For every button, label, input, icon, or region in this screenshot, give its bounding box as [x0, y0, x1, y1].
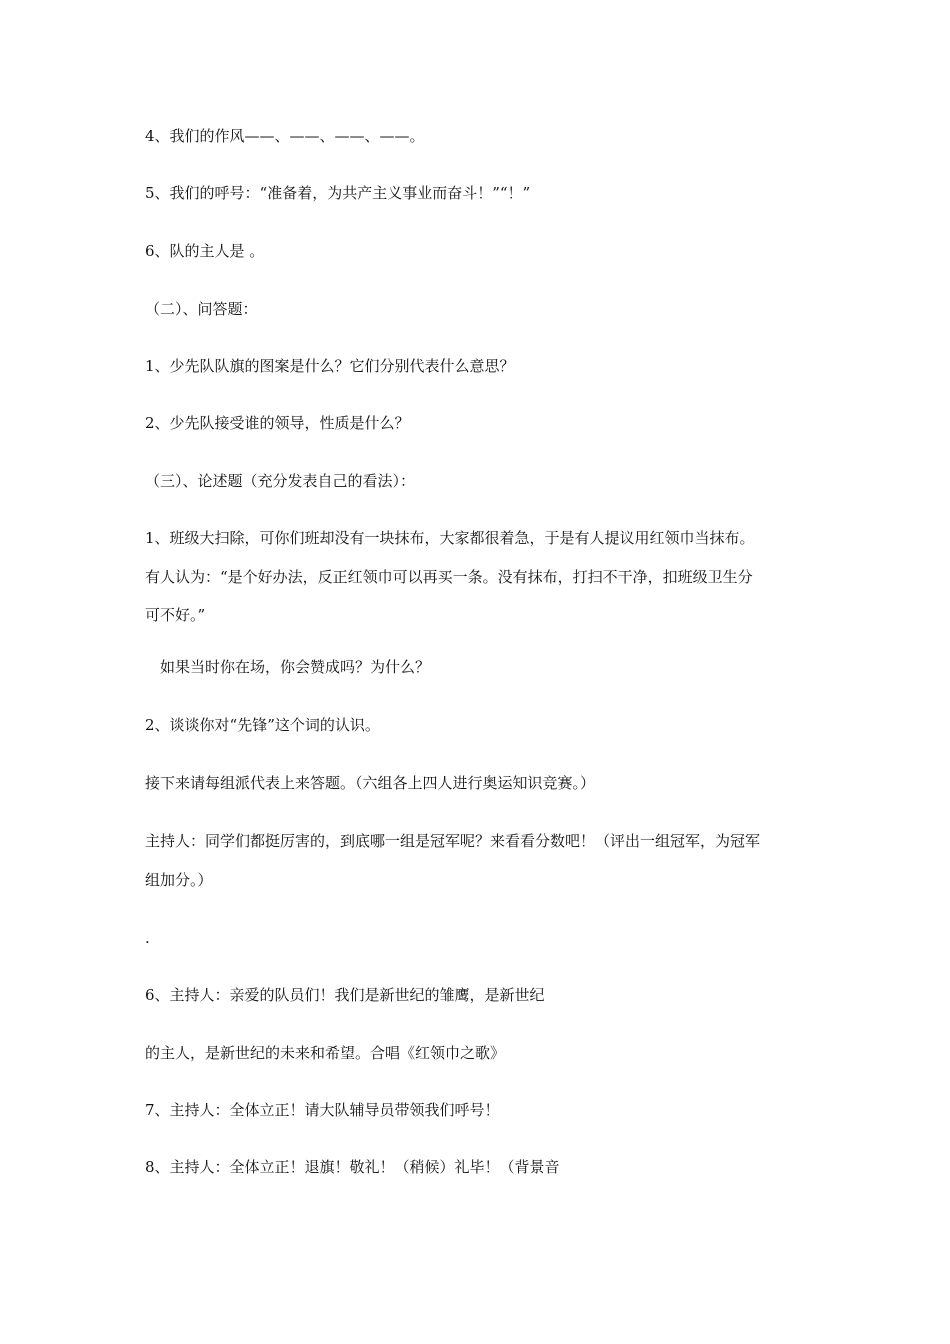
- text-line-question-2: 2、少先队接受谁的领导，性质是什么？: [145, 414, 410, 432]
- text-line-step-6a: 6、主持人：亲爱的队员们！我们是新世纪的雏鹰，是新世纪: [145, 986, 545, 1004]
- text-line-essay-1c: 可不好。”: [145, 606, 206, 624]
- text-line-host-a: 主持人：同学们都挺厉害的，到底哪一组是冠军呢？来看看分数吧！（评出一组冠军，为冠军: [145, 832, 761, 850]
- text-line-dot: .: [145, 929, 150, 947]
- text-line-slogan-item: 5、我们的呼号：“准备着，为共产主义事业而奋斗！”“！”: [145, 184, 531, 202]
- text-line-master-item: 6、队的主人是 。: [145, 242, 265, 260]
- section-heading-essay: （三）、论述题（充分发表自己的看法）：: [145, 472, 416, 490]
- text-line-step-7: 7、主持人：全体立正！请大队辅导员带领我们呼号！: [145, 1101, 500, 1119]
- text-line-essay-2: 2、谈谈你对“先锋”这个词的认识。: [145, 716, 380, 734]
- text-line-essay-1d: 如果当时你在场，你会赞成吗？为什么？: [160, 658, 431, 676]
- text-line-essay-1a: 1、班级大扫除，可你们班却没有一块抹布，大家都很着急，于是有人提议用红领巾当抹布。: [145, 529, 755, 547]
- text-line-step-6b: 的主人，是新世纪的未来和希望。合唱《红领巾之歌》: [145, 1044, 506, 1062]
- section-heading-qa: （二）、问答题：: [145, 300, 258, 318]
- text-line-contest-intro: 接下来请每组派代表上来答题。（六组各上四人进行奥运知识竞赛。）: [145, 774, 596, 792]
- text-line-question-1: 1、少先队队旗的图案是什么？它们分别代表什么意思？: [145, 357, 515, 375]
- text-line-host-b: 组加分。）: [145, 871, 213, 889]
- text-line-step-8: 8、主持人：全体立正！退旗！敬礼！（稍候）礼毕！（背景音: [145, 1158, 560, 1176]
- text-line-essay-1b: 有人认为：“是个好办法，反正红领巾可以再买一条。没有抹布，打扫不干净，扣班级卫生分: [145, 568, 753, 586]
- text-line-style-item: 4、我们的作风——、——、——、——。: [145, 127, 425, 145]
